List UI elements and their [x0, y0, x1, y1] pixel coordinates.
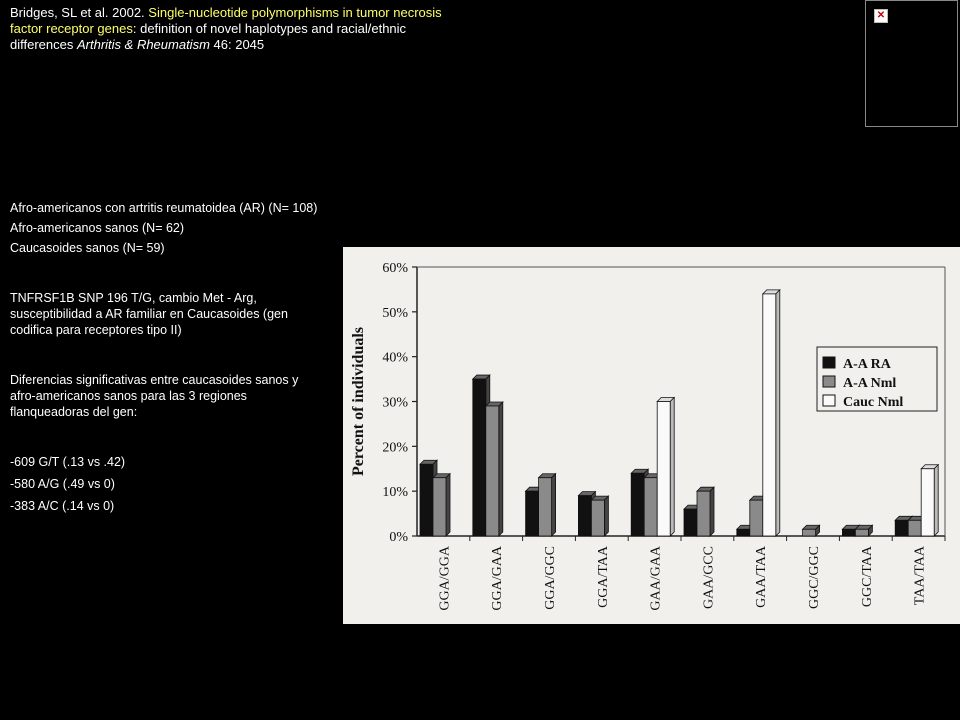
bar	[433, 478, 446, 536]
citation-title: Single-nucleotide polymorphisms in tumor necrosis factor receptor genes	[10, 5, 442, 36]
bar-chart	[343, 247, 960, 624]
notes-panel	[10, 200, 325, 514]
x-tick-label: GAA/GCC	[701, 546, 717, 610]
bar	[855, 529, 868, 536]
legend-label: A-A Nml	[843, 376, 897, 391]
citation-title-rest: : definition of novel haplotypes and racial/ethnic differences	[10, 21, 407, 52]
bar-side	[670, 398, 674, 537]
bar-side	[446, 474, 450, 536]
broken-image	[865, 0, 958, 127]
bar	[750, 500, 763, 536]
y-tick-label: 40%	[382, 350, 408, 366]
bar-side	[604, 496, 608, 536]
x-tick-label: GGA/GGC	[543, 546, 558, 610]
note-group-aa-healthy: Afro-americanos sanos (N= 62)	[10, 221, 185, 235]
bar	[908, 520, 921, 536]
y-tick-label: 60%	[382, 261, 408, 276]
bar	[684, 509, 697, 536]
y-tick-label: 30%	[382, 395, 408, 411]
x-tick-label: GAA/TAA	[754, 546, 770, 608]
bar	[921, 469, 934, 536]
x-tick-label: GGA/GAA	[490, 546, 506, 611]
bar	[697, 491, 710, 536]
y-tick-label: 10%	[382, 485, 408, 501]
y-tick-label: 20%	[382, 440, 408, 456]
bar	[803, 529, 816, 536]
bar	[895, 520, 908, 536]
note-group-cauc: Caucasoides sanos (N= 59)	[10, 241, 165, 255]
citation-journal: Arthritis & Rheumatism	[76, 37, 210, 52]
legend-swatch	[823, 395, 835, 406]
citation-authors: Bridges, SL et al. 2002.	[10, 5, 145, 20]
bar	[737, 529, 750, 536]
broken-image-icon: ✕	[874, 9, 888, 23]
bar	[473, 379, 486, 536]
note-differences: Diferencias significativas entre caucasoides sanos y afro-americanos sanos para las 3 regiones flanqueadoras del gen:	[10, 373, 299, 419]
y-axis-label: Percent of individuals	[350, 326, 367, 477]
x-tick-label: GGC/TAA	[859, 546, 875, 608]
bar-side	[499, 402, 503, 536]
citation-volume: 46: 2045	[213, 37, 265, 52]
bar	[539, 478, 552, 536]
note-383: -383 A/C (.14 vs 0)	[10, 499, 115, 513]
legend-swatch	[823, 376, 835, 387]
y-tick-label: 50%	[382, 305, 408, 321]
note-580: -580 A/G (.49 vs 0)	[10, 477, 115, 491]
legend-label: A-A RA	[843, 357, 891, 372]
note-609: -609 G/T (.13 vs .42)	[10, 455, 126, 469]
x-tick-label: GGA/GGA	[437, 546, 453, 611]
bar	[657, 402, 670, 537]
legend-swatch	[823, 357, 835, 368]
bar-side	[710, 487, 714, 536]
bar	[420, 464, 433, 536]
chart-panel	[343, 247, 960, 624]
bar-side	[552, 474, 556, 536]
x-tick-label: GAA/GAA	[648, 546, 664, 611]
citation	[10, 5, 470, 53]
bar-side	[776, 290, 780, 536]
bar-side	[934, 465, 938, 536]
bar	[526, 491, 539, 536]
y-tick-label: 0%	[389, 530, 408, 545]
bar	[644, 478, 657, 536]
note-group-ra: Afro-americanos con artritis reumatoidea (AR) (N= 108)	[10, 201, 318, 215]
bar	[591, 500, 604, 536]
x-tick-label: TAA/TAA	[912, 546, 928, 606]
legend-label: Cauc Nml	[843, 395, 904, 410]
note-snp: TNFRSF1B SNP 196 T/G, cambio Met - Arg, susceptibilidad a AR familiar en Caucasoides (gen codifica para receptores tipo II)	[10, 291, 288, 337]
bar	[486, 406, 499, 536]
bar	[763, 294, 776, 536]
x-tick-label: GGA/TAA	[595, 546, 611, 608]
bar	[842, 529, 855, 536]
bar	[631, 473, 644, 536]
bar	[578, 496, 591, 536]
x-tick-label: GGC/GGC	[807, 546, 822, 610]
